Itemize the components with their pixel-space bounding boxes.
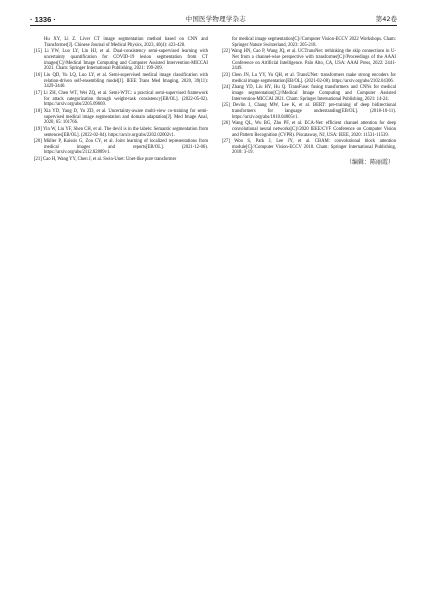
reference-26: [26] Wang QL, Wu BG, Zhu PF, et al. ECA-Net: efficient channel attention for deep convolutional neural networks[C]//2020 IEEE/CVF Conference on Computer Vision and Pattern Recognition (CVPR). Piscataway, NJ, USA: IEEE, 2020: 11531-11539.: [222, 121, 396, 138]
reference-21-continuation: for medical image segmentation[C]//Computer Vision-ECCV 2022 Workshops. Cham: Springer Nature Switzerland, 2023: 205-218.: [232, 37, 396, 48]
left-column: [34, 37, 208, 167]
editor-credit: （编辑：陈丽霞）: [345, 159, 394, 167]
reference-22: [22] Wang HN, Cao P, Wang JQ, et al. UCTransNet: rethinking the skip connections in U-Net from a channel-wise perspective with transformer[C]//Proceedings of the AAAI Conference on Artificial Intelligence. Palo Alto, CA, USA: AAAI Press, 2022: 2441-2449.: [222, 49, 396, 72]
journal-title: 中国医学物理学杂志: [185, 15, 246, 23]
reference-21: [21] Cao H, Wang YY, Chen J, et al. Swin-Unet: Unet-like pure transformer: [34, 157, 177, 163]
reference-23: [23] Chen JN, Lu YY, Yu QH, et al. TransUNet: transformers make strong encoders for medical image segmentation[EB/OL]. (2021-02-08). https://arxiv.org/abs/2102.04306.: [222, 72, 396, 84]
reference-17: [17] Li ZH, Chen WT, Wei ZQ, et al. Semi-WTC: a practical semi-supervised framework for attack categorization through weight-task consistency[EB/OL]. (2022-05-02). https://arxiv.org/abs/2205.09669.: [34, 90, 208, 108]
page-number: · 1336 ·: [30, 15, 56, 24]
running-header: [30, 10, 397, 26]
reference-16: [16] Liu QD, Yu LQ, Luo LY, et al. Semi-supervised medical image classification with relation-driven self-ensembling model[J]. IEEE Trans Med Imaging, 2020, 39(11): 3429-3440.: [34, 72, 208, 90]
volume-label: 第42卷: [375, 15, 397, 23]
right-column: [222, 37, 396, 167]
reference-24: [24] Zhang YD, Liu HY, Hu Q. TransFuse: fusing transformers and CNNs for medical image segmentation[C]//Medical Image Computing and Computer Assisted Intervention-MICCAI 2021. Cham: Springer International Publishing, 2021: 14-24.: [222, 85, 396, 102]
references-body: [34, 37, 396, 167]
reference-19: [19] Yin W, Liu YF, Shen CH, et al. The devil is in the labels: Semantic segmentation from sentences[EB/OL]. (2022-02-04). https://arxiv.org/abs/2202.02002v1.: [34, 126, 208, 138]
reference-20: [20] Müller P, Kaissis G, Zou CY, et al. Joint learning of localized representations from medical images and reports[EB/OL]. (2021-12-06). https://arxiv.org/abs/2112.02889v1.: [34, 139, 208, 156]
reference-15: [15] Li YW, Luo LY, Lin HJ, et al. Dual-consistency semi-supervised learning with uncertainty quantification for COVID-19 lesion segmentation from CT images[C]//Medical Image Computing and Computer Assisted Intervention-MICCAI 2021. Cham: Springer International Publishing, 2021: 199-209.: [34, 49, 208, 72]
reference-18: [18] Xia YD, Yang D, Yu ZD, et al. Uncertainty-aware multi-view co-training for semi-supervised medical image segmentation and domain adaptation[J]. Med Image Anal, 2020, 65: 101766.: [34, 108, 208, 126]
reference-27: [27] Woo S, Park J, Lee JY, et al. CBAM: convolutional block attention module[C]//Computer Vision-ECCV 2018. Cham: Springer International Publishing, 2018: 3-19.: [222, 139, 396, 156]
reference-25: [25] Devlin J, Chang MW, Lee K, et al. BERT: pre-training of deep bidirectional transformers for language understanding[EB/OL]. (2018-10-11). https://arxiv.org/abs/1810.04805v1.: [222, 103, 396, 120]
reference-14-continuation: Hu XY, Li Z. Liver CT image segmentation method based on CNN and Transformer[J]. Chinese Journal of Medical Physics, 2023, 40(4): 423-428.: [44, 37, 208, 48]
